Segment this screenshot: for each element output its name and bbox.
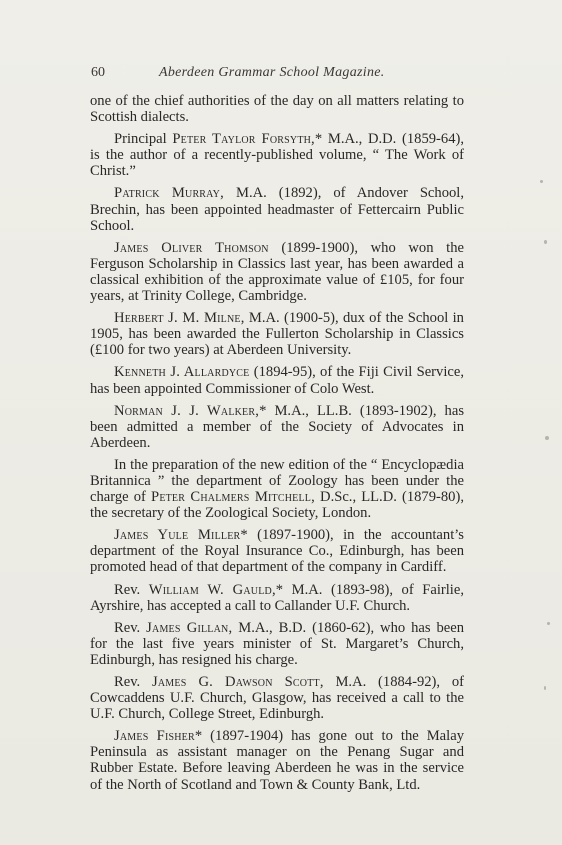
paragraph (90, 240, 464, 304)
paragraph (90, 728, 464, 792)
text-run: (1894-95), of the Fiji Civil Service, has been appointed Commissioner of Colo West. (90, 364, 464, 397)
text-run: M.A., B.D. (1860-62), who has been for the last five years minister of St. Margaret’s Church, Edinburgh, has resigned his charge. (90, 619, 465, 668)
paper-speck (540, 180, 543, 183)
person-name: William W. Gauld, (148, 581, 276, 598)
paragraph (90, 620, 464, 668)
paragraph (90, 403, 464, 451)
text-run: D.Sc., LL.D. (1879-80), the secretary of the Zoological Society, London. (90, 489, 464, 522)
text-run: M.A. (1900-5), dux of the School in 1905, has been awarded the Fullerton Scholarship in Classics (£100 for two years) at Aberdeen University. (90, 310, 464, 359)
text-run: Rev. (114, 581, 149, 598)
paragraph (90, 582, 464, 614)
paragraph (90, 185, 464, 233)
person-name: Norman J. J. Walker, (114, 402, 260, 419)
paper-speck (545, 436, 549, 440)
text-run: Rev. (114, 674, 152, 690)
text-run: one of the chief authorities of the day on all matters relating to Scottish dialects. (90, 93, 464, 126)
text-run: * M.A. (1893-98), of Fairlie, Ayrshire, has accepted a call to Callander U.F. Church. (90, 581, 464, 614)
person-name: James Gillan, (146, 619, 233, 636)
person-name: Herbert J. M. Milne, (114, 310, 245, 327)
person-name: Patrick Murray, (114, 185, 224, 202)
person-name: James Fisher (114, 728, 195, 745)
person-name: Kenneth J. Allardyce (114, 364, 250, 381)
person-name: Peter Chalmers Mitchell, (151, 489, 315, 506)
text-run: * (1897-1900), in the accountant’s department of the Royal Insurance Co., Edinburgh, has been promoted head of that department of the company in Cardiff. (90, 527, 464, 576)
article-body (90, 93, 464, 793)
person-name: Peter Taylor Forsyth, (172, 131, 315, 148)
paragraph (90, 674, 464, 722)
page-header (90, 65, 470, 85)
person-name: James G. Dawson Scott, (152, 674, 324, 690)
paragraph (90, 364, 464, 396)
text-run: In the preparation of the new edition of the “ Encyclopædia Britannica ” the department of Zoology has been under the charge of (90, 456, 464, 506)
text-run: * M.A., LL.B. (1893-1902), has been admitted a member of the Society of Advocates in Aberdeen. (90, 402, 464, 451)
text-run: (1899-1900), who won the Ferguson Scholarship in Classics last year, has been awarded a classical exhibition of the approximate value of £105, for four years, at Trinity College, Cambridge. (90, 239, 464, 305)
text-run: M.A. (1884-92), of Cowcaddens U.F. Church, Glasgow, has received a call to the U.F. Church, College Street, Edinburgh. (90, 674, 464, 723)
paragraph (90, 527, 464, 575)
paragraph (90, 457, 464, 521)
page-number: 60 (91, 65, 105, 80)
text-run: M.A. (1892), of Andover School, Brechin, has been appointed headmaster of Fettercairn Public School. (90, 185, 465, 234)
text-run: * (1897-1904) has gone out to the Malay Peninsula as assistant manager on the Penang Sugar and Rubber Estate. Before leaving Aberdeen he was in the service of the North of Scotland and Town & County Bank, Ltd. (90, 728, 464, 793)
text-run: Principal (114, 131, 173, 148)
paper-speck (544, 686, 546, 690)
running-title: Aberdeen Grammar School Magazine. (159, 65, 385, 80)
text-run: * M.A., D.D. (1859-64), is the author of a recently-published volume, “ The Work of Christ.” (90, 131, 464, 180)
paper-speck (547, 622, 550, 625)
person-name: James Yule Miller (114, 527, 241, 544)
paragraph (90, 93, 464, 125)
text-run: Rev. (114, 619, 147, 636)
person-name: James Oliver Thomson (114, 239, 269, 256)
paper-speck (544, 240, 547, 244)
paragraph (90, 310, 464, 358)
paragraph (90, 131, 464, 179)
